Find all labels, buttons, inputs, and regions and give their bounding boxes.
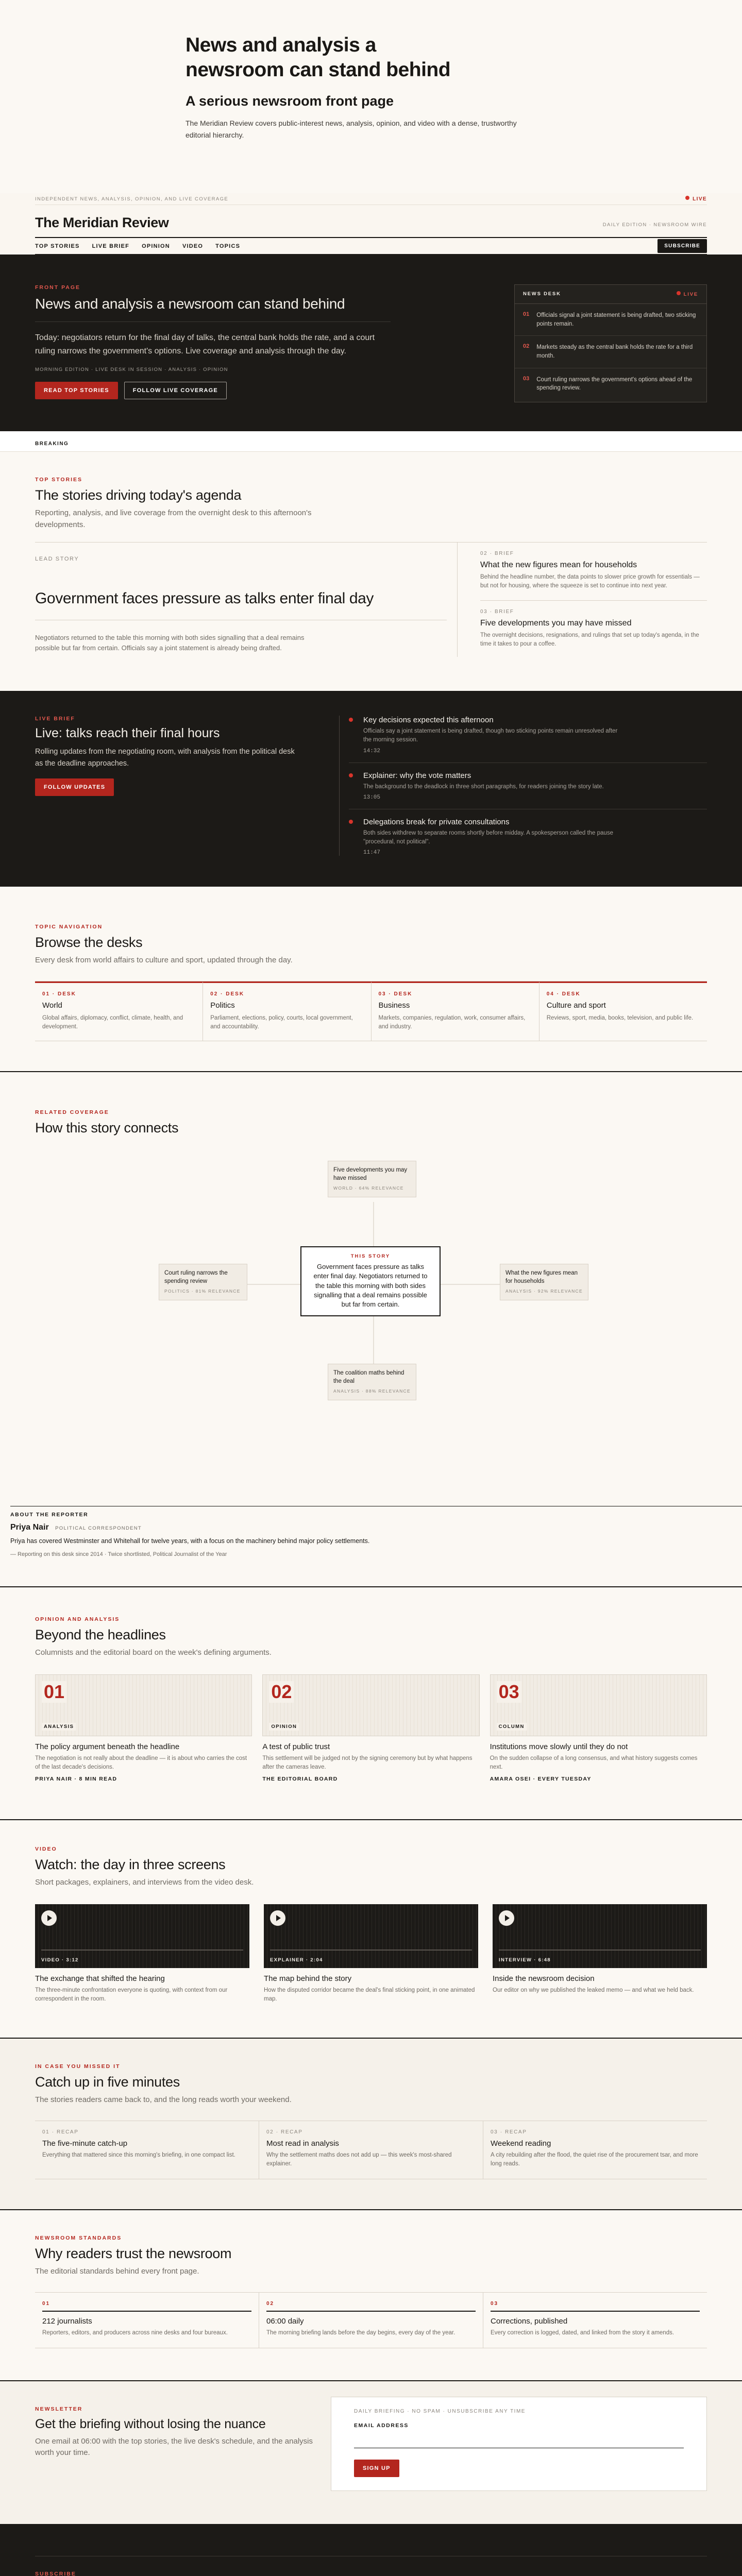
card-byline: THE EDITORIAL BOARD: [262, 1776, 338, 1783]
desk-num: 03 · DESK: [378, 991, 413, 997]
video-tag: VIDEO · 3:12: [41, 1957, 79, 1963]
newsletter-title: Get the briefing without losing the nuance: [35, 2416, 266, 2431]
desk-item-text: Officials signal a joint statement is being drafted, two sticking points remain.: [536, 312, 696, 327]
subscribe-cta-section: [0, 2524, 742, 2576]
newsletter-kicker: NEWSLETTER: [35, 2405, 83, 2412]
video-sub: Short packages, explainers, and interviews from the video desk.: [35, 1878, 254, 1887]
card-title: The policy argument beneath the headline: [35, 1742, 180, 1751]
recap-card-title: Most read in analysis: [266, 2139, 339, 2148]
masthead-edition: DAILY EDITION · NEWSROOM WIRE: [602, 222, 707, 228]
read-top-stories-button[interactable]: READ TOP STORIES: [35, 382, 118, 399]
masthead-brand[interactable]: The Meridian Review: [35, 215, 169, 230]
topics-title: Browse the desks: [35, 935, 143, 951]
standard-num: 01: [42, 2300, 50, 2307]
video-player[interactable]: [264, 1904, 478, 1968]
nav-video[interactable]: VIDEO: [182, 243, 204, 249]
standards-section: [0, 2210, 742, 2381]
update-time: 11:47: [363, 850, 381, 856]
video-title: Watch: the day in three screens: [35, 1857, 226, 1873]
recap-card-body: Everything that mattered since this morning's briefing, in one compact list.: [42, 2151, 235, 2158]
hero-title: News and analysis a newsroom can stand behind: [185, 34, 451, 81]
node-title: What the new figures mean for households: [505, 1270, 578, 1284]
card-body: The negotiation is not really about the deadline — it is about who carries the cost of the last decade's decisions.: [35, 1755, 247, 1770]
center-label: THIS STORY: [350, 1253, 391, 1260]
brief-title: What the new figures mean for households: [480, 561, 637, 570]
top-stories-title: The stories driving today's agenda: [35, 487, 242, 503]
card-body: This settlement will be judged not by the signing ceremony but by what happens after the cameras leave.: [262, 1755, 473, 1770]
update-body: Officials say a joint statement is being drafted, though two sticking points remain unresolved after the morning session.: [363, 728, 618, 743]
related-node[interactable]: [328, 1364, 416, 1400]
opinion-card[interactable]: [490, 1674, 707, 1783]
video-card-title: The map behind the story: [264, 1974, 352, 1983]
desk-card-politics[interactable]: [203, 981, 371, 1041]
update-body: Both sides withdrew to separate rooms shortly before midday. A spokesperson called the pause "procedural, not political".: [363, 829, 613, 845]
cta-kicker: SUBSCRIBE: [35, 2570, 76, 2576]
node-meta: ANALYSIS · 92% RELEVANCE: [505, 1289, 583, 1294]
play-icon[interactable]: [41, 1910, 57, 1926]
desk-name: Business: [378, 1001, 410, 1010]
update-title: Key decisions expected this afternoon: [363, 716, 494, 725]
front-body: Today: negotiators return for the final day of talks, the central bank holds the rate, and a court ruling narrows the government's options. Live coverage and analysis through the day.: [35, 333, 375, 355]
desk-desc: Parliament, elections, policy, courts, local government, and accountability.: [210, 1014, 353, 1030]
desk-desc: Global affairs, diplomacy, conflict, climate, health, and development.: [42, 1014, 183, 1030]
video-section: [0, 1820, 742, 2039]
update-title: Explainer: why the vote matters: [363, 771, 471, 780]
front-page-section: [0, 255, 742, 431]
desk-card-culture[interactable]: [539, 981, 707, 1041]
desk-num: 02 · DESK: [210, 991, 245, 997]
recap-card-title: Weekend reading: [491, 2139, 551, 2148]
desk-item[interactable]: [515, 336, 706, 368]
desk-live-dot-icon: [677, 291, 681, 295]
node-meta: ANALYSIS · 88% RELEVANCE: [333, 1388, 411, 1394]
live-brief-section: [0, 692, 742, 887]
top-stories-section: [0, 452, 742, 692]
desk-item-text: Court ruling narrows the government's options ahead of the spending review.: [536, 376, 693, 392]
video-card[interactable]: [264, 1904, 478, 2004]
breaking-label: BREAKING: [35, 441, 69, 447]
news-desk-panel: [514, 284, 707, 402]
video-tag: INTERVIEW · 6:48: [499, 1957, 551, 1963]
desk-name: Culture and sport: [546, 1001, 606, 1010]
newsletter-form: [331, 2397, 707, 2491]
video-card-body: The three-minute confrontation everyone is quoting, with context from our correspondent in the room.: [35, 1987, 228, 2002]
nav-live-brief[interactable]: LIVE BRIEF: [92, 243, 130, 249]
node-meta: WORLD · 64% RELEVANCE: [333, 1185, 404, 1191]
opinion-card[interactable]: [262, 1674, 479, 1783]
email-label: EMAIL ADDRESS: [354, 2422, 409, 2429]
standard-stat: 06:00 daily: [266, 2316, 304, 2326]
center-text: Government faces pressure as talks enter final day. Negotiators returned to the table this morning with both sides signalling that a deal remains possible but far from certain.: [313, 1263, 428, 1309]
lead-title: Government faces pressure as talks enter final day: [35, 590, 374, 607]
front-title: News and analysis a newsroom can stand behind: [35, 296, 345, 312]
related-title: How this story connects: [35, 1120, 179, 1136]
email-field[interactable]: [354, 2431, 684, 2448]
recap-num: 01 · RECAP: [42, 2129, 79, 2135]
update-time: 13:05: [363, 794, 381, 801]
reporter-extra: — Reporting on this desk since 2014 · Twice shortlisted, Political Journalist of the Year: [10, 1551, 227, 1558]
standards-sub: The editorial standards behind every front page.: [35, 2267, 199, 2276]
brief-body: The overnight decisions, resignations, and rulings that set up today's agenda, in the time it takes to pour a coffee.: [480, 632, 699, 647]
opinion-section: [0, 1587, 742, 1820]
recap-card-body: A city rebuilding after the flood, the quiet rise of the procurement tsar, and more long reads.: [491, 2151, 698, 2167]
card-byline: PRIYA NAIR · 8 MIN READ: [35, 1776, 117, 1783]
desk-name: World: [42, 1001, 62, 1010]
form-meta: DAILY BRIEFING · NO SPAM · UNSUBSCRIBE ANY TIME: [354, 2408, 526, 2414]
newsletter-section: [0, 2381, 742, 2524]
desk-live: LIVE: [677, 291, 698, 297]
standard-card: [35, 2293, 259, 2348]
live-kicker: LIVE BRIEF: [35, 716, 75, 722]
reporter-role: POLITICAL CORRESPONDENT: [55, 1526, 142, 1532]
play-icon[interactable]: [270, 1910, 285, 1926]
recap-num: 02 · RECAP: [266, 2129, 303, 2135]
desk-num: 04 · DESK: [546, 991, 581, 997]
brief-body: Behind the headline number, the data points to slower price growth for essentials — but not for housing, where the squeeze is set to continue into next year.: [480, 574, 700, 589]
top-stories-kicker: TOP STORIES: [35, 477, 83, 483]
live-dot-icon: [685, 196, 689, 200]
recap-card-body: Why the settlement maths does not add up — this week's most-shared explainer.: [266, 2151, 452, 2167]
topics-kicker: TOPIC NAVIGATION: [35, 924, 103, 930]
update-dot-icon: [349, 820, 353, 824]
newsletter-sub: One email at 06:00 with the top stories, the live desk's schedule, and the analysis worth your time.: [35, 2436, 313, 2458]
desk-card-business[interactable]: [372, 981, 539, 1041]
update-time: 14:32: [363, 748, 381, 754]
desk-card-world[interactable]: [35, 981, 203, 1041]
update-dot-icon: [349, 718, 353, 722]
standard-body: Reporters, editors, and producers across nine desks and four bureaux.: [42, 2329, 228, 2336]
reporter-bio: Priya has covered Westminster and Whitehall for twelve years, with a focus on the machinery behind major policy settlements.: [10, 1537, 370, 1545]
card-num: 03: [497, 1681, 521, 1703]
video-card-title: The exchange that shifted the hearing: [35, 1974, 165, 1983]
standard-card: [483, 2293, 707, 2348]
recap-kicker: IN CASE YOU MISSED IT: [35, 2063, 121, 2070]
subscribe-button[interactable]: SUBSCRIBE: [657, 239, 707, 253]
brief-card[interactable]: [480, 543, 707, 601]
recap-num: 03 · RECAP: [491, 2129, 527, 2135]
update-dot-icon: [349, 773, 353, 777]
opinion-card[interactable]: [35, 1674, 252, 1783]
related-center-story[interactable]: [300, 1246, 441, 1316]
standard-body: Every correction is logged, dated, and linked from the story it amends.: [491, 2329, 674, 2336]
update-body: The background to the deadlock in three short paragraphs, for readers joining the story late.: [363, 783, 604, 790]
brief-card[interactable]: [480, 601, 707, 657]
related-node[interactable]: [159, 1264, 247, 1300]
live-title: Live: talks reach their final hours: [35, 726, 220, 741]
video-card[interactable]: [493, 1904, 707, 2004]
breaking-bar: [0, 431, 742, 452]
play-icon[interactable]: [499, 1910, 514, 1926]
live-update[interactable]: [349, 716, 707, 763]
nav-topics[interactable]: TOPICS: [215, 243, 241, 249]
live-update[interactable]: [349, 763, 707, 809]
primary-nav: [35, 243, 240, 249]
standard-num: 03: [491, 2300, 499, 2307]
hero-subtitle: A serious newsroom front page: [185, 93, 394, 109]
card-tag: ANALYSIS: [42, 1723, 76, 1731]
desk-item[interactable]: [515, 304, 706, 336]
desk-name: Politics: [210, 1001, 235, 1010]
card-title: A test of public trust: [262, 1742, 330, 1751]
related-node[interactable]: [500, 1264, 588, 1300]
node-title: The coalition maths behind the deal: [333, 1370, 404, 1384]
front-meta: MORNING EDITION · LIVE DESK IN SESSION · ANALYSIS · OPINION: [35, 367, 228, 373]
standard-card: [259, 2293, 483, 2348]
node-title: Five developments you may have missed: [333, 1167, 408, 1181]
standards-kicker: NEWSROOM STANDARDS: [35, 2235, 122, 2242]
reporter-section: [0, 1506, 742, 1587]
opinion-sub: Columnists and the editorial board on the week's defining arguments.: [35, 1648, 272, 1657]
desk-item[interactable]: [515, 368, 706, 402]
desk-title: NEWS DESK: [523, 291, 561, 297]
brief-num: 02 · BRIEF: [480, 551, 514, 557]
follow-updates-button[interactable]: FOLLOW UPDATES: [35, 778, 114, 796]
standard-stat: Corrections, published: [491, 2316, 568, 2326]
opinion-title: Beyond the headlines: [35, 1627, 166, 1643]
reporter-kicker: ABOUT THE REPORTER: [10, 1512, 89, 1518]
video-tag: EXPLAINER · 2:04: [270, 1957, 323, 1963]
topbar-tagline: INDEPENDENT NEWS, ANALYSIS, OPINION, AND LIVE COVERAGE: [35, 196, 229, 202]
related-section: [0, 1072, 742, 1506]
live-sub: Rolling updates from the negotiating room, with analysis from the political desk as the deadline approaches.: [35, 748, 295, 768]
update-title: Delegations break for private consultations: [363, 817, 510, 826]
hero: [0, 0, 742, 193]
recap-section: [0, 2039, 742, 2210]
card-num: 02: [269, 1681, 294, 1703]
desk-item-num: 02: [523, 343, 530, 350]
video-card-body: How the disputed corridor became the deal's final sticking point, in one animated map.: [264, 1987, 475, 2002]
video-card-body: Our editor on why we published the leaked memo — and what we held back.: [493, 1987, 694, 1993]
topbar-live[interactable]: LIVE: [685, 196, 707, 202]
card-tag: COLUMN: [497, 1723, 527, 1731]
video-player[interactable]: [493, 1904, 707, 1968]
follow-live-coverage-button[interactable]: FOLLOW LIVE COVERAGE: [124, 382, 227, 399]
nav-top-stories[interactable]: TOP STORIES: [35, 243, 80, 249]
recap-card[interactable]: [483, 2121, 707, 2179]
desk-item-num: 03: [523, 375, 530, 382]
lead-body: Negotiators returned to the table this morning with both sides signalling that a deal remains possible but far from certain. Officials say a joint statement is already being drafted.: [35, 634, 305, 652]
standard-body: The morning briefing lands before the day begins, every day of the year.: [266, 2329, 456, 2336]
front-kicker: FRONT PAGE: [35, 284, 81, 291]
reporter-name[interactable]: Priya Nair: [10, 1523, 49, 1532]
recap-sub: The stories readers came back to, and the long reads worth your weekend.: [35, 2095, 292, 2105]
standard-num: 02: [266, 2300, 275, 2307]
site-header: [0, 193, 742, 255]
desk-num: 01 · DESK: [42, 991, 76, 997]
node-meta: POLITICS · 81% RELEVANCE: [164, 1289, 241, 1294]
standards-title: Why readers trust the newsroom: [35, 2246, 232, 2262]
opinion-kicker: OPINION AND ANALYSIS: [35, 1616, 120, 1623]
standard-stat: 212 journalists: [42, 2316, 92, 2326]
recap-card-title: The five-minute catch-up: [42, 2139, 128, 2148]
card-byline: AMARA OSEI · EVERY TUESDAY: [490, 1776, 592, 1783]
video-kicker: VIDEO: [35, 1846, 57, 1853]
desk-desc: Markets, companies, regulation, work, consumer affairs, and industry.: [378, 1014, 526, 1030]
nav-opinion[interactable]: OPINION: [142, 243, 170, 249]
recap-card[interactable]: [259, 2121, 483, 2179]
video-card-title: Inside the newsroom decision: [493, 1974, 595, 1983]
sign-up-button[interactable]: SIGN UP: [354, 2460, 399, 2477]
card-num: 01: [42, 1681, 66, 1703]
recap-title: Catch up in five minutes: [35, 2074, 180, 2090]
desk-item-num: 01: [523, 311, 530, 317]
card-body: On the sudden collapse of a long consensus, and what history suggests comes next.: [490, 1755, 698, 1770]
video-card[interactable]: [35, 1904, 249, 2004]
desk-item-text: Markets steady as the central bank holds the rate for a third month.: [536, 344, 693, 360]
brief-title: Five developments you may have missed: [480, 618, 632, 628]
live-timeline: [339, 716, 707, 856]
related-node[interactable]: [328, 1161, 416, 1197]
video-player[interactable]: [35, 1904, 249, 1968]
top-stories-sub: Reporting, analysis, and live coverage from the overnight desk to this afternoon's developments.: [35, 509, 312, 529]
card-title: Institutions move slowly until they do not: [490, 1742, 628, 1751]
card-tag: OPINION: [269, 1723, 299, 1731]
topics-sub: Every desk from world affairs to culture and sport, updated through the day.: [35, 956, 293, 965]
topics-section: [0, 887, 742, 1072]
lead-label: LEAD STORY: [35, 556, 79, 563]
live-update[interactable]: [349, 809, 707, 856]
desk-desc: Reviews, sport, media, books, television, and public life.: [546, 1014, 694, 1021]
recap-card[interactable]: [35, 2121, 259, 2179]
related-kicker: RELATED COVERAGE: [35, 1109, 109, 1116]
brief-num: 03 · BRIEF: [480, 608, 514, 615]
hero-description: The Meridian Review covers public-interest news, analysis, opinion, and video with a dense, trustworthy editorial hierarchy.: [185, 119, 517, 139]
node-title: Court ruling narrows the spending review: [164, 1270, 228, 1284]
lead-story[interactable]: [35, 543, 458, 657]
